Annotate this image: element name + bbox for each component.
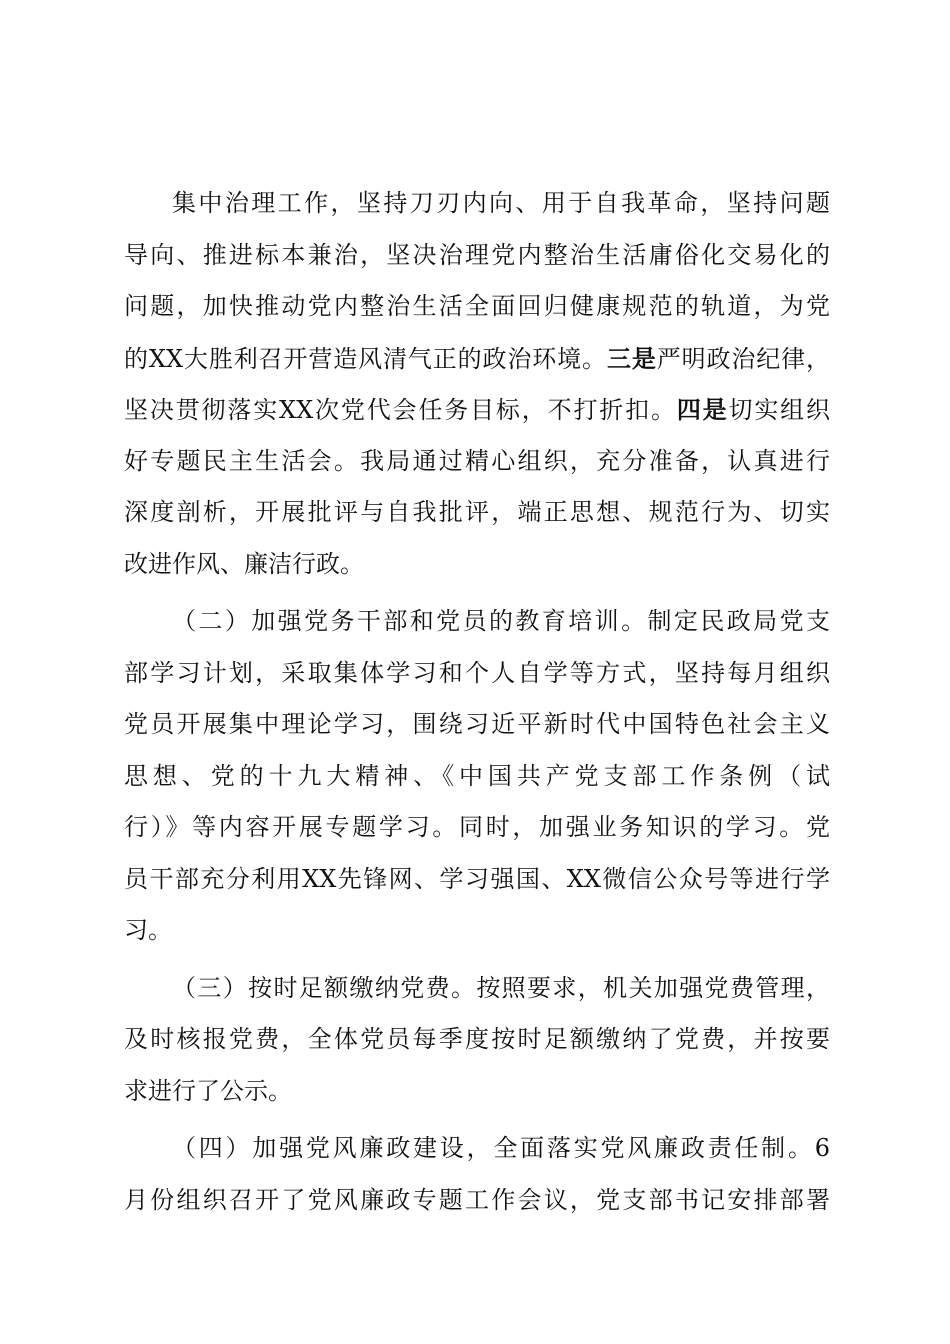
text-line <box>124 963 830 1015</box>
text-line <box>124 854 830 906</box>
text-line <box>124 802 830 854</box>
text-segment: 部学习计划，采取集体学习和个人自学等方式，坚持每月组织 <box>124 658 830 687</box>
document-body <box>124 178 830 1226</box>
text-segment: 严明政治纪律， <box>656 344 830 373</box>
text-line <box>124 539 830 591</box>
paragraph <box>124 963 830 1118</box>
text-segment: 月份组织召开了党风廉政专题工作会议，党支部书记安排部署 <box>124 1185 830 1214</box>
text-segment: 行）》等内容开展专题学习。同时，加强业务知识的学习。党 <box>124 813 830 841</box>
text-line <box>124 648 830 700</box>
text-line <box>124 751 830 803</box>
paragraph <box>124 1123 830 1226</box>
bold-text-segment: 四是 <box>676 395 729 424</box>
text-segment: （四）加强党风廉政建设，全面落实党风廉政责任制。6 <box>172 1134 830 1162</box>
text-segment: （二）加强党务干部和党员的教育培训。制定民政局党支 <box>172 607 830 635</box>
text-segment: 坚决贯彻落实XX次党代会任务目标，不打折扣。 <box>124 396 677 424</box>
text-line <box>124 1175 830 1227</box>
text-line <box>124 905 830 957</box>
paragraph <box>124 596 830 957</box>
text-segment: 求进行了公示。 <box>124 1076 292 1105</box>
text-segment: 导向、推进标本兼治，坚决治理党内整治生活庸俗化交易化的 <box>124 240 830 269</box>
text-line <box>124 1066 830 1118</box>
text-segment: 习。 <box>124 916 172 944</box>
text-segment: 员干部充分利用XX先锋网、学习强国、XX微信公众号等进行学 <box>124 864 830 893</box>
text-line <box>124 596 830 648</box>
text-segment: 切实组织 <box>728 396 830 424</box>
text-segment: （三）按时足额缴纳党费。按照要求，机关加强党费管理， <box>172 973 830 1002</box>
text-segment: 深度剖析，开展批评与自我批评，端正思想、规范行为、切实 <box>124 498 830 526</box>
text-line <box>124 384 830 436</box>
text-segment: 集中治理工作，坚持刀刃内向、用于自我革命，坚持问题 <box>172 189 830 217</box>
text-segment: 党员开展集中理论学习，围绕习近平新时代中国特色社会主义 <box>124 710 830 738</box>
text-line <box>124 281 830 333</box>
text-line <box>124 1123 830 1175</box>
text-line <box>124 436 830 488</box>
text-segment: 问题，加快推动党内整治生活全面回归健康规范的轨道，为党 <box>124 292 830 320</box>
text-segment: 及时核报党费，全体党员每季度按时足额缴纳了党费，并按要 <box>124 1025 830 1053</box>
text-line <box>124 1014 830 1066</box>
text-line <box>124 487 830 539</box>
text-segment: 好专题民主生活会。我局通过精心组织，充分准备，认真进行 <box>124 446 830 475</box>
bold-text-segment: 三是 <box>606 343 657 373</box>
text-segment: 的XX大胜利召开营造风清气正的政治环境。 <box>124 344 607 373</box>
text-segment: 改进作风、廉洁行政。 <box>124 549 364 578</box>
text-line <box>124 333 830 385</box>
paragraph <box>124 178 830 590</box>
text-line <box>124 230 830 282</box>
text-line <box>124 178 830 230</box>
text-line <box>124 699 830 751</box>
text-segment: 思想、党的十九大精神、《中国共产党支部工作条例（试 <box>124 761 830 790</box>
